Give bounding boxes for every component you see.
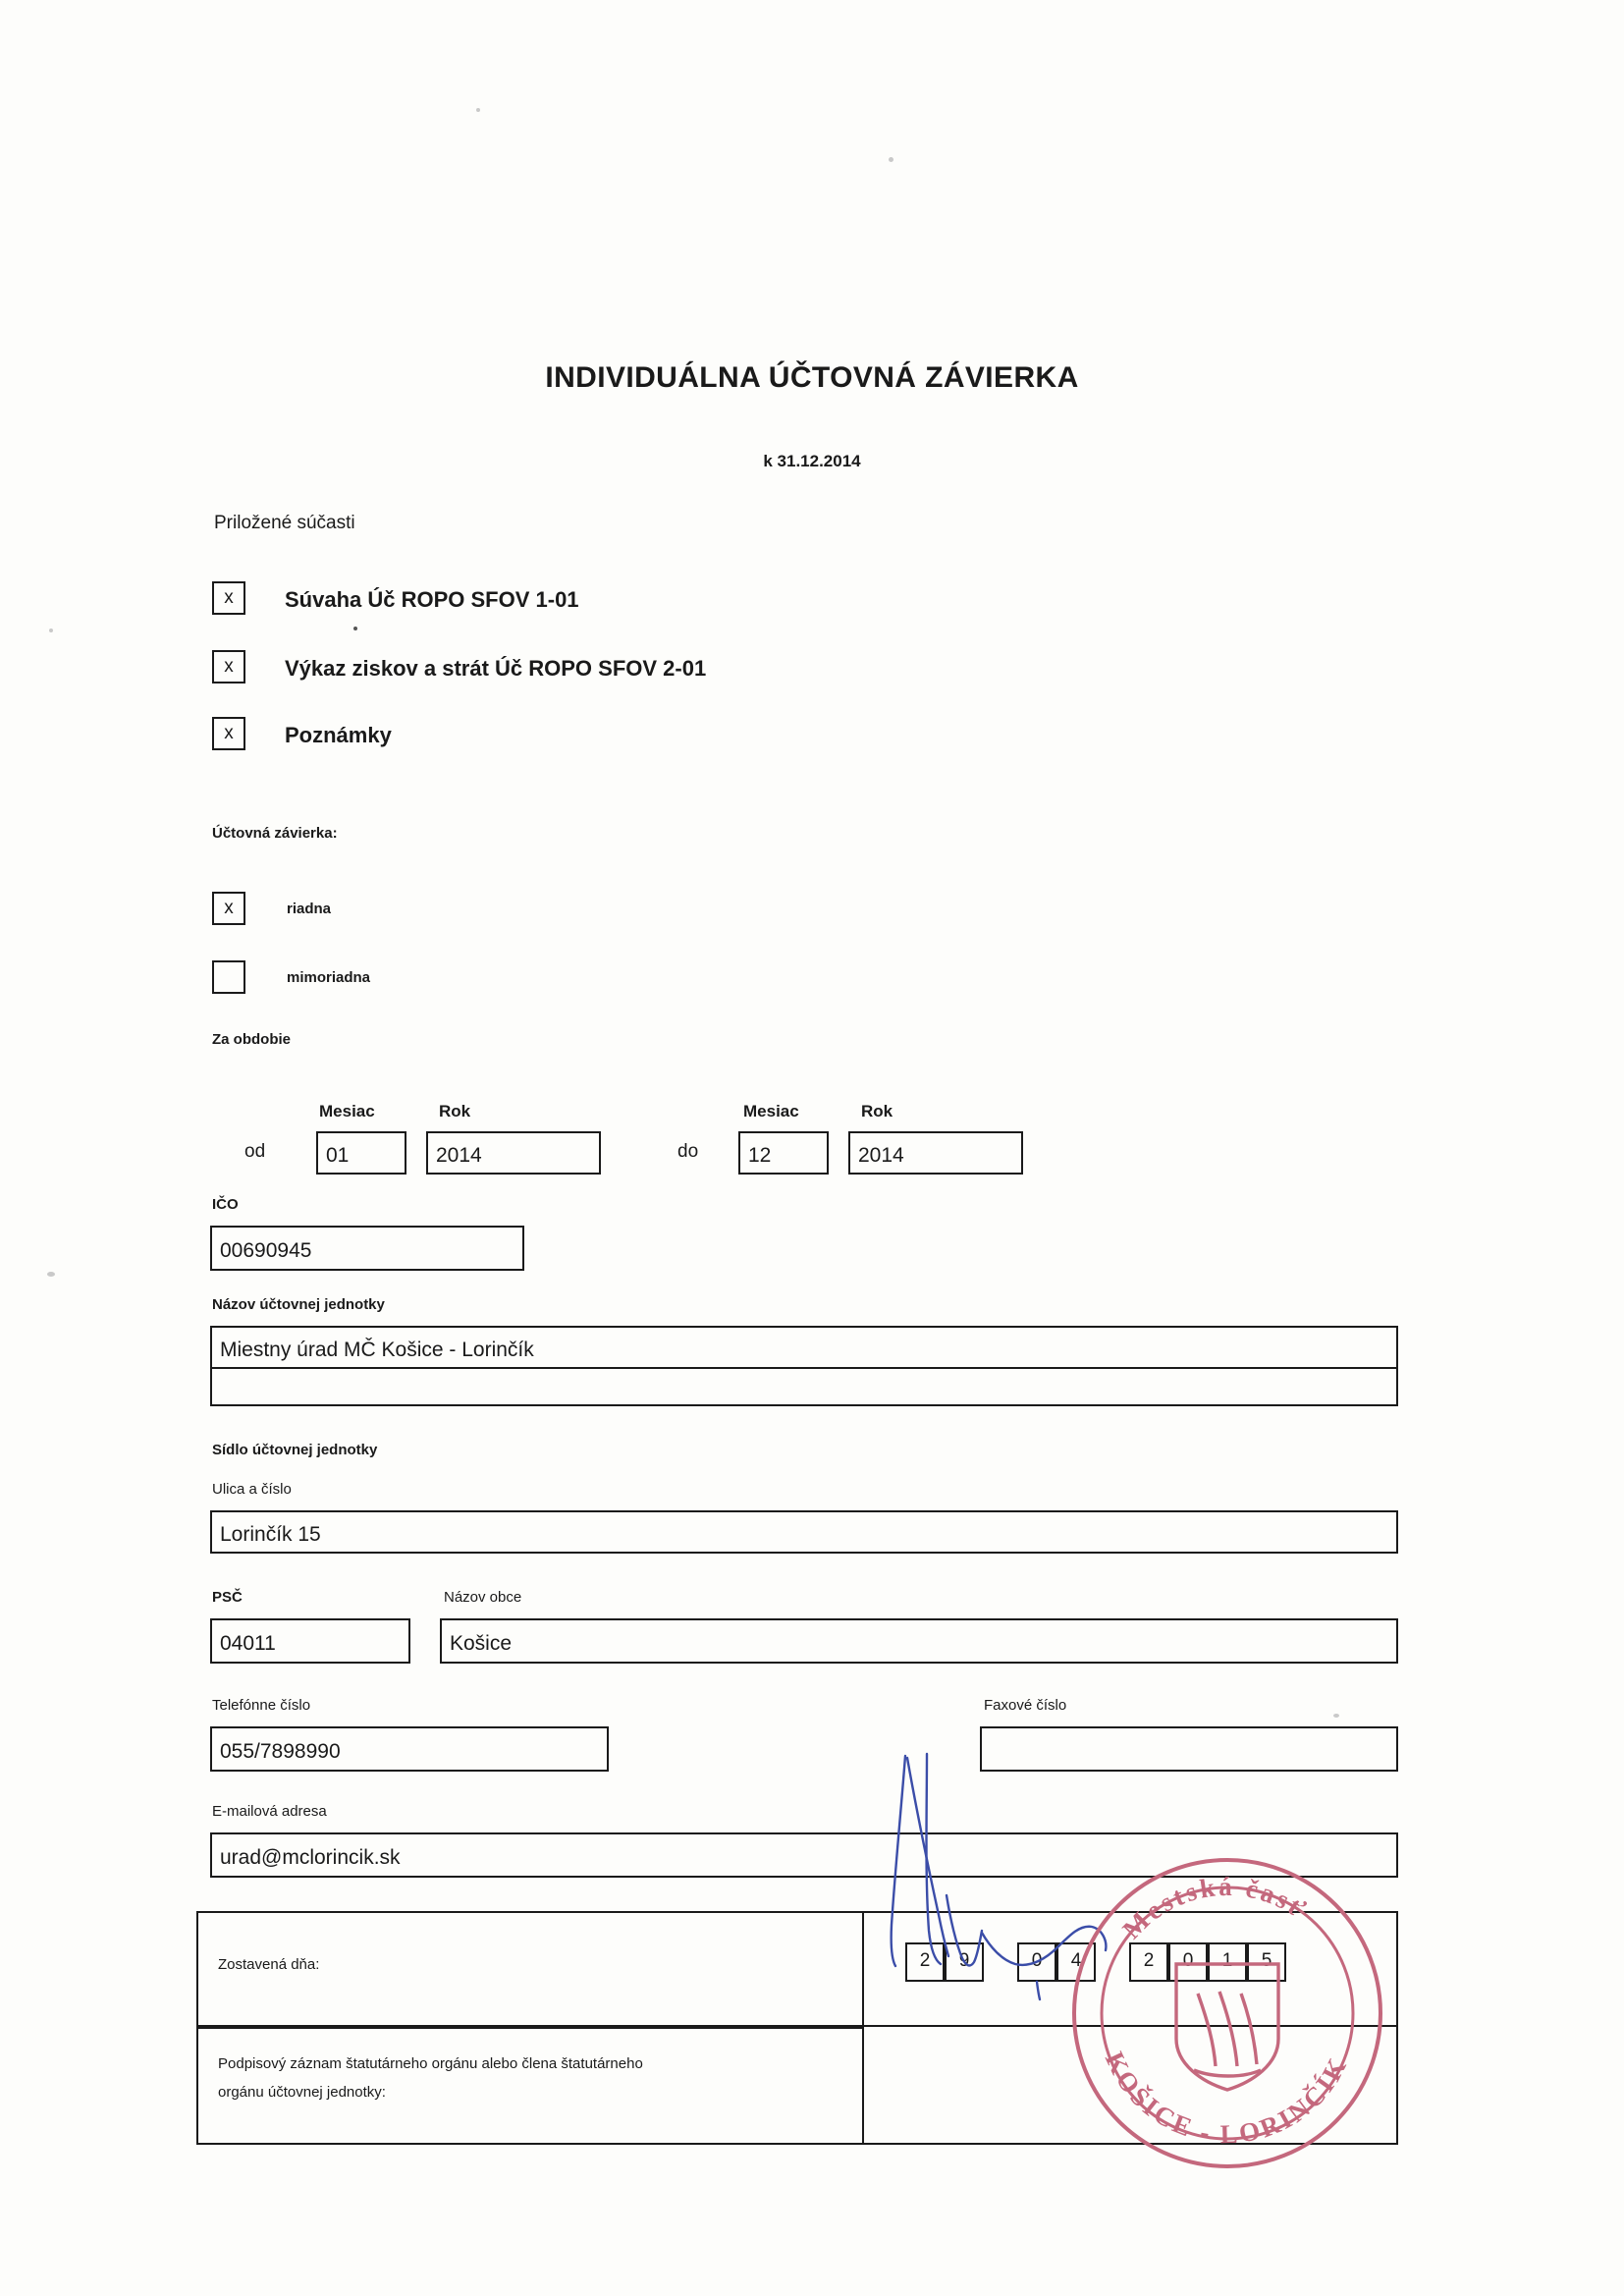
period-year-header-from: Rok — [439, 1102, 471, 1121]
period-section-label: Za obdobie — [212, 1031, 291, 1048]
checkbox-mimoriadna[interactable] — [212, 960, 245, 994]
city-label: Názov obce — [444, 1589, 522, 1606]
phone-label: Telefónne číslo — [212, 1697, 311, 1714]
closing-section-label: Účtovná závierka: — [212, 825, 338, 842]
scan-speck — [1333, 1714, 1339, 1718]
street-label: Ulica a číslo — [212, 1481, 292, 1498]
closing-type-label-mimoriadna: mimoriadna — [287, 969, 371, 986]
seat-section-label: Sídlo účtovnej jednotky — [212, 1442, 378, 1458]
compiled-date-label: Zostavená dňa: — [218, 1956, 320, 1973]
email-label: E-mailová adresa — [212, 1803, 327, 1820]
period-to-year-field[interactable]: 2014 — [848, 1131, 1023, 1175]
entity-name-field-line2[interactable] — [210, 1367, 1398, 1406]
checkbox-poznamky[interactable]: x — [212, 717, 245, 750]
date-digit-box[interactable]: 4 — [1056, 1942, 1096, 1982]
date-digit-box[interactable]: 2 — [1129, 1942, 1168, 1982]
ink-dot — [353, 627, 357, 630]
fax-field[interactable] — [980, 1726, 1398, 1772]
date-digit-box[interactable]: 9 — [945, 1942, 984, 1982]
page-subtitle: k 31.12.2014 — [763, 452, 861, 470]
ico-label: IČO — [212, 1196, 239, 1213]
zip-label: PSČ — [212, 1589, 243, 1606]
period-month-header-to: Mesiac — [743, 1102, 799, 1121]
fax-label: Faxové číslo — [984, 1697, 1067, 1714]
period-to-month-field[interactable]: 12 — [738, 1131, 829, 1175]
page-title: INDIVIDUÁLNA ÚČTOVNÁ ZÁVIERKA — [545, 361, 1079, 394]
checkbox-vykaz[interactable]: x — [212, 650, 245, 683]
checkbox-suvaha[interactable]: x — [212, 581, 245, 615]
email-field[interactable]: urad@mclorincik.sk — [210, 1832, 1398, 1878]
closing-type-label-riadna: riadna — [287, 901, 332, 917]
period-from-year-field[interactable]: 2014 — [426, 1131, 601, 1175]
date-digit-box[interactable]: 0 — [1017, 1942, 1056, 1982]
attachment-label-suvaha: Súvaha Úč ROPO SFOV 1-01 — [285, 587, 579, 612]
period-from-label: od — [244, 1141, 266, 1162]
date-digit-box[interactable]: 1 — [1208, 1942, 1247, 1982]
attachment-label-poznamky: Poznámky — [285, 723, 392, 747]
period-from-month-field[interactable]: 01 — [316, 1131, 406, 1175]
ico-field[interactable]: 00690945 — [210, 1226, 524, 1271]
period-month-header-from: Mesiac — [319, 1102, 375, 1121]
checkbox-riadna[interactable]: x — [212, 892, 245, 925]
scan-speck — [47, 1272, 55, 1277]
date-digit-box[interactable]: 2 — [905, 1942, 945, 1982]
scan-speck — [476, 108, 480, 112]
svg-text:Mestská časť: Mestská časť — [1116, 1871, 1314, 1945]
period-to-label: do — [677, 1141, 699, 1162]
city-field[interactable]: Košice — [440, 1618, 1398, 1664]
attachment-label-vykaz: Výkaz ziskov a strát Úč ROPO SFOV 2-01 — [285, 656, 707, 681]
date-digit-box[interactable]: 0 — [1168, 1942, 1208, 1982]
street-field[interactable]: Lorinčík 15 — [210, 1510, 1398, 1554]
scan-speck — [49, 629, 53, 632]
attachments-section-label: Priložené súčasti — [214, 513, 355, 533]
signature-label-line1: Podpisový záznam štatutárneho orgánu alebo člena štatutárneho — [218, 2055, 643, 2072]
signature-label-line2: orgánu účtovnej jednotky: — [218, 2084, 386, 2101]
date-digit-box[interactable]: 5 — [1247, 1942, 1286, 1982]
phone-field[interactable]: 055/7898990 — [210, 1726, 609, 1772]
scan-speck — [889, 157, 893, 162]
entity-name-field[interactable]: Miestny úrad MČ Košice - Lorinčík — [210, 1326, 1398, 1369]
svg-text:KOŠICE - LORINČÍK: KOŠICE - LORINČÍK — [1099, 2047, 1354, 2150]
zip-field[interactable]: 04011 — [210, 1618, 410, 1664]
entity-name-label: Názov účtovnej jednotky — [212, 1296, 385, 1313]
period-year-header-to: Rok — [861, 1102, 893, 1121]
